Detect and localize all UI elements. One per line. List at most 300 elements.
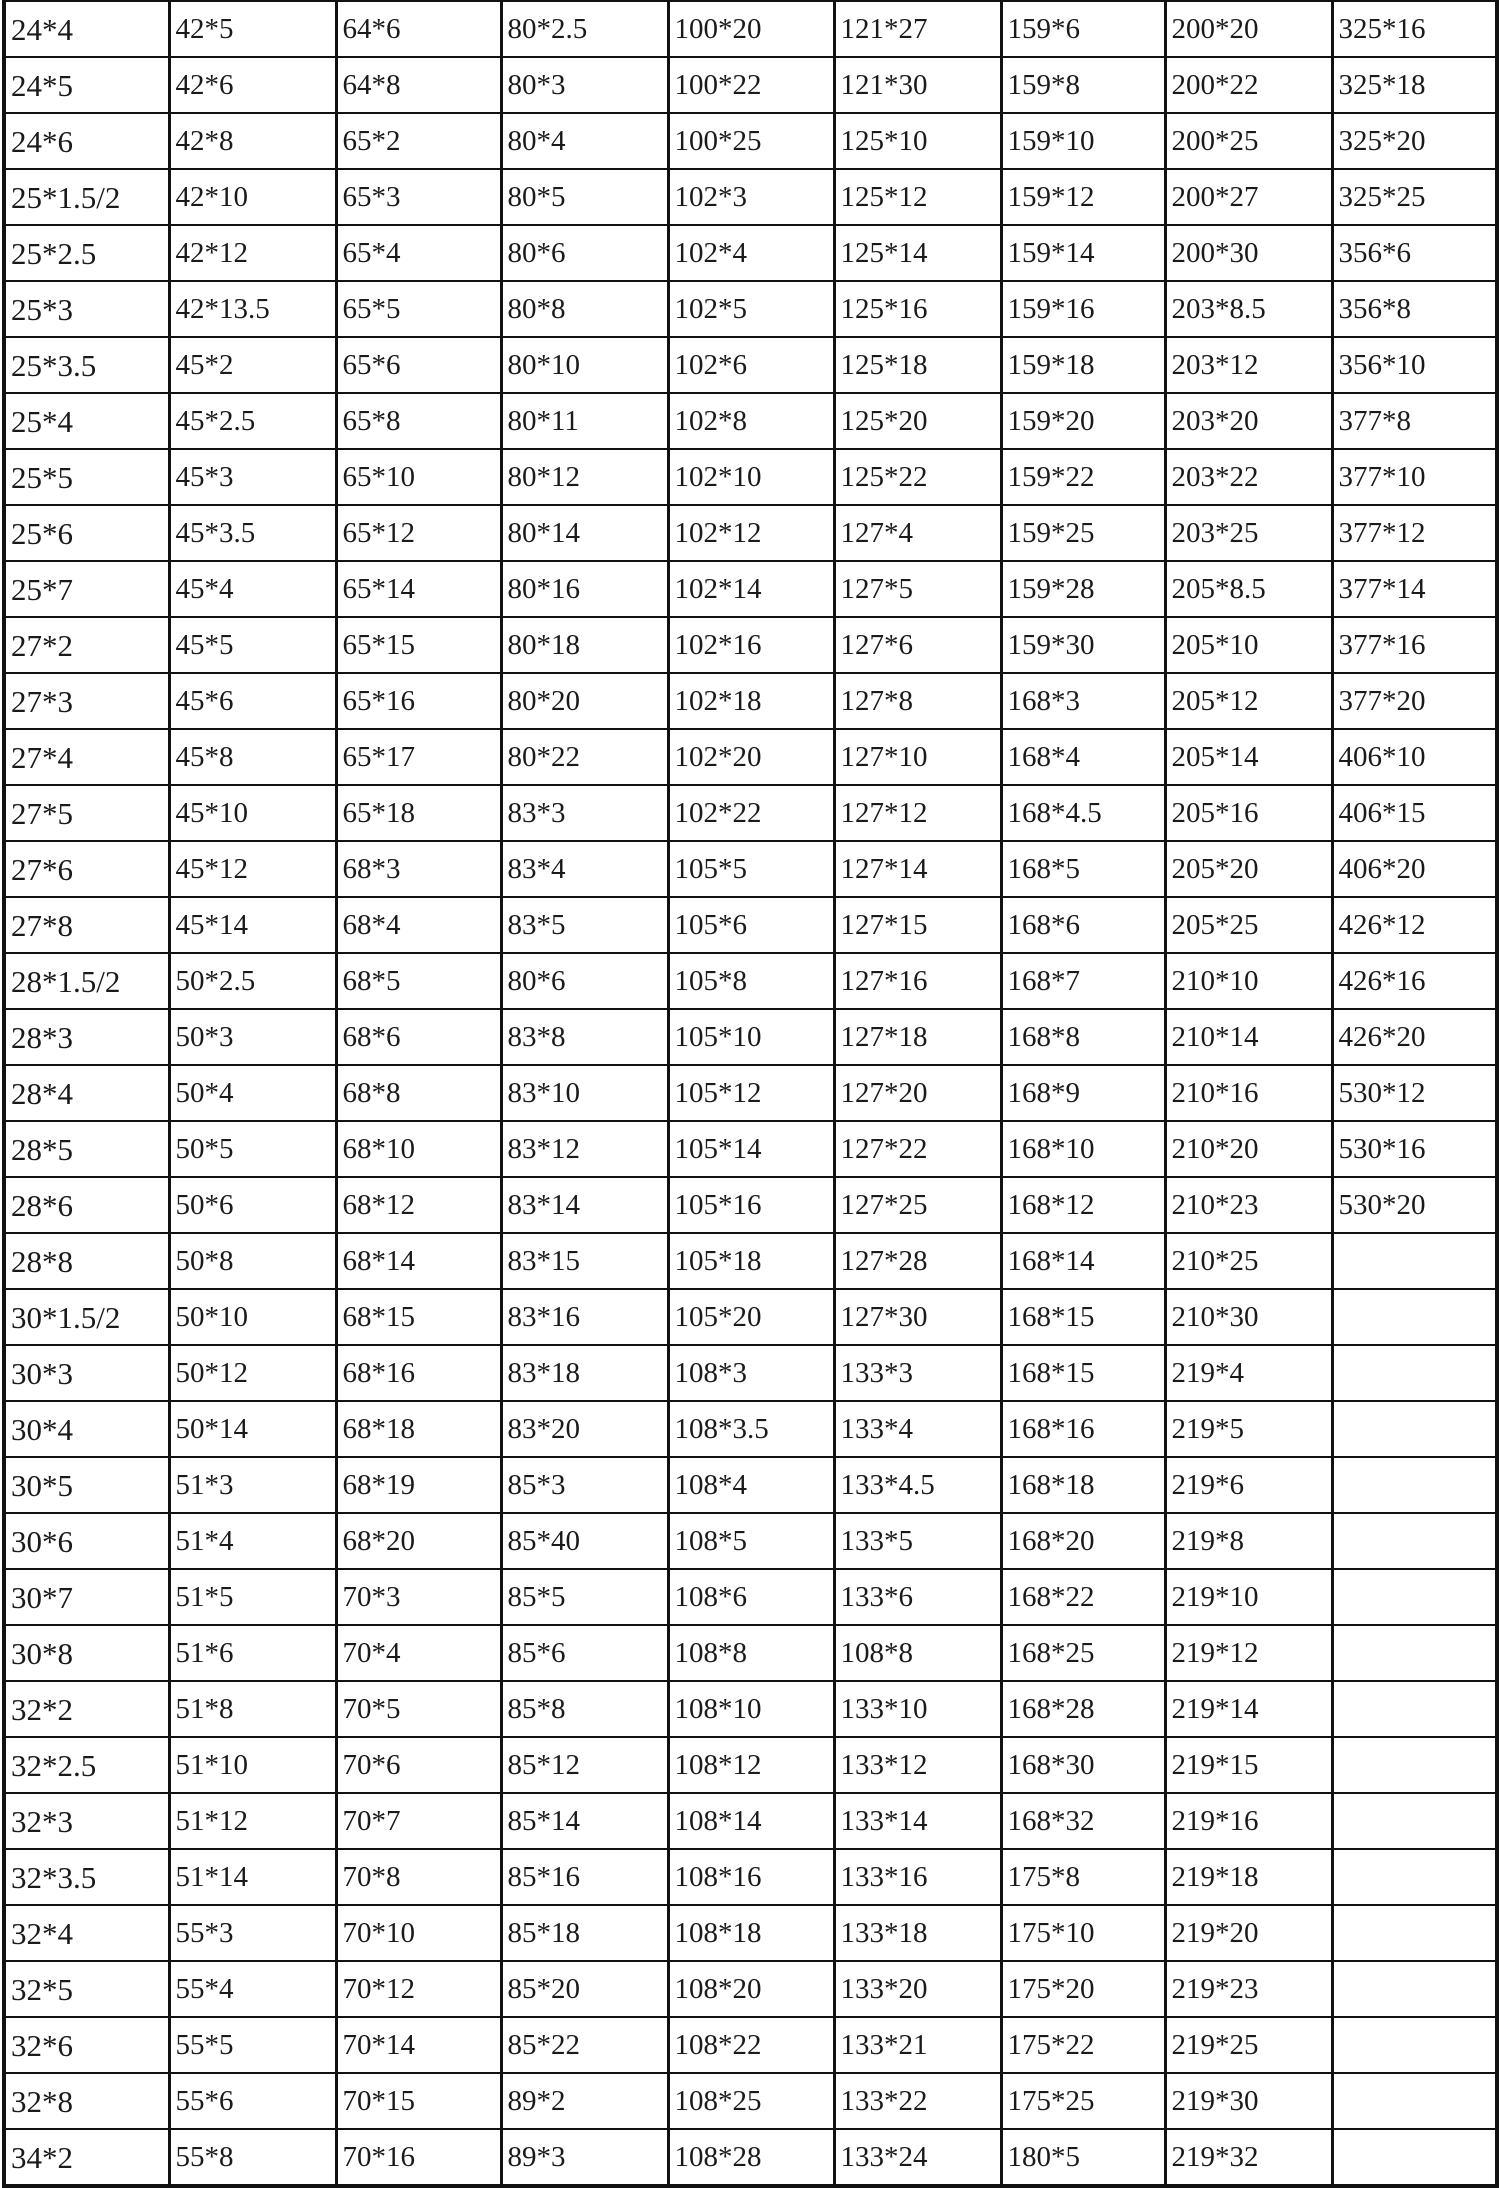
table-cell: 219*30: [1165, 2073, 1332, 2129]
table-cell: 102*5: [668, 281, 834, 337]
table-cell: 51*12: [169, 1793, 336, 1849]
table-cell: 51*8: [169, 1681, 336, 1737]
table-cell: 205*10: [1165, 617, 1332, 673]
table-cell: 426*12: [1332, 897, 1497, 953]
table-cell: 127*10: [834, 729, 1001, 785]
table-cell: 68*14: [336, 1233, 501, 1289]
table-cell: 83*15: [501, 1233, 668, 1289]
table-cell: 168*22: [1001, 1569, 1165, 1625]
table-cell: 105*14: [668, 1121, 834, 1177]
table-cell: 175*10: [1001, 1905, 1165, 1961]
table-cell: 80*10: [501, 337, 668, 393]
table-cell: 168*8: [1001, 1009, 1165, 1065]
table-cell: 168*20: [1001, 1513, 1165, 1569]
table-row: [4, 1737, 1497, 1793]
table-cell: 426*16: [1332, 953, 1497, 1009]
table-row: [4, 729, 1497, 785]
table-cell: 68*20: [336, 1513, 501, 1569]
table-cell: 200*20: [1165, 1, 1332, 57]
table-row: [4, 449, 1497, 505]
table-cell: 85*22: [501, 2017, 668, 2073]
table-cell: 51*10: [169, 1737, 336, 1793]
table-cell: 168*9: [1001, 1065, 1165, 1121]
table-row: [4, 2073, 1497, 2129]
table-cell: 70*14: [336, 2017, 501, 2073]
table-cell: 30*6: [4, 1513, 169, 1569]
table-cell: 406*15: [1332, 785, 1497, 841]
table-cell: 210*30: [1165, 1289, 1332, 1345]
table-cell: 83*20: [501, 1401, 668, 1457]
table-cell: [1332, 1625, 1497, 1681]
table-cell: 55*3: [169, 1905, 336, 1961]
table-cell: 133*24: [834, 2129, 1001, 2186]
table-cell: 108*22: [668, 2017, 834, 2073]
table-cell: 168*4.5: [1001, 785, 1165, 841]
table-cell: 85*5: [501, 1569, 668, 1625]
table-cell: 159*12: [1001, 169, 1165, 225]
table-cell: 127*12: [834, 785, 1001, 841]
table-cell: 127*4: [834, 505, 1001, 561]
table-row: [4, 1289, 1497, 1345]
table-cell: 80*20: [501, 673, 668, 729]
table-row: [4, 1625, 1497, 1681]
table-cell: 45*6: [169, 673, 336, 729]
table-cell: 105*20: [668, 1289, 834, 1345]
table-cell: 50*4: [169, 1065, 336, 1121]
table-cell: 45*8: [169, 729, 336, 785]
table-cell: 50*14: [169, 1401, 336, 1457]
table-cell: 127*16: [834, 953, 1001, 1009]
table-cell: 89*2: [501, 2073, 668, 2129]
table-cell: 159*10: [1001, 113, 1165, 169]
table-cell: 70*16: [336, 2129, 501, 2186]
table-cell: 30*5: [4, 1457, 169, 1513]
table-cell: 42*13.5: [169, 281, 336, 337]
table-cell: 325*18: [1332, 57, 1497, 113]
table-row: [4, 1569, 1497, 1625]
table-cell: 25*4: [4, 393, 169, 449]
table-row: [4, 841, 1497, 897]
table-cell: 133*16: [834, 1849, 1001, 1905]
table-cell: 80*3: [501, 57, 668, 113]
table-cell: 83*12: [501, 1121, 668, 1177]
table-cell: 55*4: [169, 1961, 336, 2017]
table-cell: 30*7: [4, 1569, 169, 1625]
table-cell: 80*8: [501, 281, 668, 337]
table-cell: 127*8: [834, 673, 1001, 729]
table-cell: 102*14: [668, 561, 834, 617]
table-cell: 159*16: [1001, 281, 1165, 337]
table-cell: 133*4.5: [834, 1457, 1001, 1513]
table-row: [4, 673, 1497, 729]
table-cell: 50*5: [169, 1121, 336, 1177]
table-cell: 133*22: [834, 2073, 1001, 2129]
table-cell: 168*4: [1001, 729, 1165, 785]
table-cell: 45*2.5: [169, 393, 336, 449]
table-cell: 133*20: [834, 1961, 1001, 2017]
table-cell: 203*8.5: [1165, 281, 1332, 337]
table-cell: 25*3.5: [4, 337, 169, 393]
table-cell: 108*8: [668, 1625, 834, 1681]
table-cell: 32*6: [4, 2017, 169, 2073]
table-cell: 45*2: [169, 337, 336, 393]
table-cell: 105*18: [668, 1233, 834, 1289]
table-cell: 203*22: [1165, 449, 1332, 505]
table-cell: 65*16: [336, 673, 501, 729]
table-cell: 85*12: [501, 1737, 668, 1793]
table-cell: 65*10: [336, 449, 501, 505]
table-cell: 65*4: [336, 225, 501, 281]
table-cell: 89*3: [501, 2129, 668, 2186]
table-cell: 28*3: [4, 1009, 169, 1065]
table-cell: 133*3: [834, 1345, 1001, 1401]
table-cell: 68*16: [336, 1345, 501, 1401]
table-cell: [1332, 1849, 1497, 1905]
table-row: [4, 1513, 1497, 1569]
table-cell: 105*6: [668, 897, 834, 953]
table-cell: 159*8: [1001, 57, 1165, 113]
table-cell: 25*2.5: [4, 225, 169, 281]
table-cell: 325*16: [1332, 1, 1497, 57]
table-cell: 85*20: [501, 1961, 668, 2017]
table-cell: 133*21: [834, 2017, 1001, 2073]
table-cell: 80*12: [501, 449, 668, 505]
table-cell: 121*27: [834, 1, 1001, 57]
table-cell: 210*10: [1165, 953, 1332, 1009]
table-row: [4, 897, 1497, 953]
table-cell: [1332, 1737, 1497, 1793]
table-cell: 219*32: [1165, 2129, 1332, 2186]
table-cell: 83*14: [501, 1177, 668, 1233]
table-cell: 27*3: [4, 673, 169, 729]
table-cell: 24*6: [4, 113, 169, 169]
table-cell: 205*25: [1165, 897, 1332, 953]
table-cell: 80*16: [501, 561, 668, 617]
table-cell: 168*15: [1001, 1289, 1165, 1345]
table-cell: 83*18: [501, 1345, 668, 1401]
table-cell: 108*20: [668, 1961, 834, 2017]
table-cell: 83*10: [501, 1065, 668, 1121]
table-cell: 70*8: [336, 1849, 501, 1905]
table-cell: 356*6: [1332, 225, 1497, 281]
table-cell: 102*22: [668, 785, 834, 841]
table-cell: 325*20: [1332, 113, 1497, 169]
table-cell: 127*20: [834, 1065, 1001, 1121]
table-cell: 168*25: [1001, 1625, 1165, 1681]
table-row: [4, 561, 1497, 617]
table-cell: 25*7: [4, 561, 169, 617]
table-cell: 80*4: [501, 113, 668, 169]
table-row: [4, 225, 1497, 281]
table-cell: 30*3: [4, 1345, 169, 1401]
table-cell: 85*6: [501, 1625, 668, 1681]
table-cell: 159*22: [1001, 449, 1165, 505]
table-cell: 108*16: [668, 1849, 834, 1905]
table-cell: 65*6: [336, 337, 501, 393]
table-cell: 205*20: [1165, 841, 1332, 897]
table-cell: 105*10: [668, 1009, 834, 1065]
table-row: [4, 1401, 1497, 1457]
table-cell: 80*6: [501, 225, 668, 281]
table-cell: 377*8: [1332, 393, 1497, 449]
table-cell: 203*12: [1165, 337, 1332, 393]
table-cell: 68*18: [336, 1401, 501, 1457]
table-cell: 85*40: [501, 1513, 668, 1569]
table-row: [4, 1121, 1497, 1177]
table-cell: 65*18: [336, 785, 501, 841]
table-cell: 65*17: [336, 729, 501, 785]
table-cell: 64*6: [336, 1, 501, 57]
table-cell: 32*5: [4, 1961, 169, 2017]
table-cell: 83*4: [501, 841, 668, 897]
table-cell: 50*6: [169, 1177, 336, 1233]
table-body: [4, 0, 1497, 2186]
table-cell: 65*3: [336, 169, 501, 225]
table-cell: 25*3: [4, 281, 169, 337]
table-row: [4, 1233, 1497, 1289]
table-cell: 68*15: [336, 1289, 501, 1345]
table-cell: 406*20: [1332, 841, 1497, 897]
table-cell: 108*14: [668, 1793, 834, 1849]
table-cell: 55*5: [169, 2017, 336, 2073]
table-cell: 68*4: [336, 897, 501, 953]
table-cell: 45*4: [169, 561, 336, 617]
table-cell: 125*22: [834, 449, 1001, 505]
table-cell: 70*10: [336, 1905, 501, 1961]
table-cell: 80*11: [501, 393, 668, 449]
table-cell: 32*3.5: [4, 1849, 169, 1905]
table-cell: 219*8: [1165, 1513, 1332, 1569]
table-cell: 159*6: [1001, 1, 1165, 57]
table-cell: 45*3.5: [169, 505, 336, 561]
table-cell: 102*16: [668, 617, 834, 673]
table-cell: 426*20: [1332, 1009, 1497, 1065]
table-cell: 205*12: [1165, 673, 1332, 729]
table-cell: 102*6: [668, 337, 834, 393]
table-cell: 200*25: [1165, 113, 1332, 169]
table-cell: 133*12: [834, 1737, 1001, 1793]
table-cell: 68*3: [336, 841, 501, 897]
table-cell: 127*28: [834, 1233, 1001, 1289]
table-cell: 168*10: [1001, 1121, 1165, 1177]
table-cell: 102*18: [668, 673, 834, 729]
table-cell: 80*6: [501, 953, 668, 1009]
table-row: [4, 617, 1497, 673]
table-cell: 530*20: [1332, 1177, 1497, 1233]
table-cell: 108*3: [668, 1345, 834, 1401]
table-cell: 102*10: [668, 449, 834, 505]
table-cell: 85*18: [501, 1905, 668, 1961]
table-cell: 168*15: [1001, 1345, 1165, 1401]
table-cell: 219*25: [1165, 2017, 1332, 2073]
table-cell: 45*10: [169, 785, 336, 841]
table-cell: 45*3: [169, 449, 336, 505]
table-cell: 125*20: [834, 393, 1001, 449]
table-row: [4, 113, 1497, 169]
table-cell: 219*15: [1165, 1737, 1332, 1793]
table-cell: 68*5: [336, 953, 501, 1009]
table-cell: 168*7: [1001, 953, 1165, 1009]
table-cell: 45*14: [169, 897, 336, 953]
table-cell: 168*12: [1001, 1177, 1165, 1233]
table-cell: 203*20: [1165, 393, 1332, 449]
pipe-size-table: [2, 0, 1499, 2188]
table-cell: 168*3: [1001, 673, 1165, 729]
table-row: [4, 1345, 1497, 1401]
table-cell: 68*10: [336, 1121, 501, 1177]
table-cell: [1332, 2073, 1497, 2129]
table-cell: 50*12: [169, 1345, 336, 1401]
table-cell: 168*30: [1001, 1737, 1165, 1793]
table-row: [4, 393, 1497, 449]
table-cell: 25*1.5/2: [4, 169, 169, 225]
table-cell: 24*5: [4, 57, 169, 113]
table-row: [4, 1065, 1497, 1121]
table-cell: 70*4: [336, 1625, 501, 1681]
table-cell: 51*6: [169, 1625, 336, 1681]
table-cell: 50*10: [169, 1289, 336, 1345]
table-cell: 210*23: [1165, 1177, 1332, 1233]
table-cell: 406*10: [1332, 729, 1497, 785]
table-row: [4, 337, 1497, 393]
table-cell: [1332, 2129, 1497, 2186]
table-cell: 102*12: [668, 505, 834, 561]
table-cell: 68*6: [336, 1009, 501, 1065]
table-cell: 210*16: [1165, 1065, 1332, 1121]
table-cell: 50*8: [169, 1233, 336, 1289]
table-cell: 80*22: [501, 729, 668, 785]
table-cell: 203*25: [1165, 505, 1332, 561]
table-cell: 102*20: [668, 729, 834, 785]
table-cell: 100*20: [668, 1, 834, 57]
table-cell: 108*3.5: [668, 1401, 834, 1457]
table-cell: 80*5: [501, 169, 668, 225]
table-cell: 105*12: [668, 1065, 834, 1121]
table-cell: 51*14: [169, 1849, 336, 1905]
table-cell: 530*16: [1332, 1121, 1497, 1177]
table-cell: 68*8: [336, 1065, 501, 1121]
table-cell: 85*14: [501, 1793, 668, 1849]
table-cell: 125*14: [834, 225, 1001, 281]
table-cell: 121*30: [834, 57, 1001, 113]
table-cell: 102*4: [668, 225, 834, 281]
table-cell: 108*10: [668, 1681, 834, 1737]
table-cell: 85*3: [501, 1457, 668, 1513]
table-cell: 30*8: [4, 1625, 169, 1681]
table-cell: 65*15: [336, 617, 501, 673]
table-cell: 219*10: [1165, 1569, 1332, 1625]
table-cell: 159*25: [1001, 505, 1165, 561]
table-cell: 102*8: [668, 393, 834, 449]
table-cell: 28*6: [4, 1177, 169, 1233]
table-cell: 42*12: [169, 225, 336, 281]
table-cell: [1332, 1233, 1497, 1289]
table-cell: 133*14: [834, 1793, 1001, 1849]
table-cell: 108*12: [668, 1737, 834, 1793]
table-cell: 377*14: [1332, 561, 1497, 617]
table-cell: 108*28: [668, 2129, 834, 2186]
table-cell: 51*4: [169, 1513, 336, 1569]
table-cell: 127*30: [834, 1289, 1001, 1345]
table-cell: 83*5: [501, 897, 668, 953]
table-cell: 108*18: [668, 1905, 834, 1961]
table-cell: 80*14: [501, 505, 668, 561]
table-cell: 83*16: [501, 1289, 668, 1345]
table-cell: 32*2: [4, 1681, 169, 1737]
table-cell: 219*4: [1165, 1345, 1332, 1401]
table-cell: 32*8: [4, 2073, 169, 2129]
table-cell: 127*15: [834, 897, 1001, 953]
table-row: [4, 1, 1497, 57]
table-cell: 55*6: [169, 2073, 336, 2129]
table-cell: [1332, 1569, 1497, 1625]
table-cell: 42*5: [169, 1, 336, 57]
table-cell: 50*2.5: [169, 953, 336, 1009]
table-cell: 356*10: [1332, 337, 1497, 393]
table-cell: 159*14: [1001, 225, 1165, 281]
table-cell: 108*5: [668, 1513, 834, 1569]
table-cell: 133*4: [834, 1401, 1001, 1457]
table-cell: 168*18: [1001, 1457, 1165, 1513]
table-cell: 83*3: [501, 785, 668, 841]
table-cell: 210*25: [1165, 1233, 1332, 1289]
table-cell: 25*6: [4, 505, 169, 561]
table-cell: 127*25: [834, 1177, 1001, 1233]
table-cell: 25*5: [4, 449, 169, 505]
table-cell: 27*2: [4, 617, 169, 673]
table-cell: 70*3: [336, 1569, 501, 1625]
table-cell: [1332, 1289, 1497, 1345]
table-cell: 85*8: [501, 1681, 668, 1737]
table-row: [4, 1793, 1497, 1849]
table-cell: 28*4: [4, 1065, 169, 1121]
table-cell: 175*25: [1001, 2073, 1165, 2129]
table-cell: 32*2.5: [4, 1737, 169, 1793]
table-cell: 68*19: [336, 1457, 501, 1513]
table-cell: 105*5: [668, 841, 834, 897]
table-cell: 377*10: [1332, 449, 1497, 505]
table-cell: 205*8.5: [1165, 561, 1332, 617]
table-cell: 219*16: [1165, 1793, 1332, 1849]
table-cell: 70*5: [336, 1681, 501, 1737]
table-cell: [1332, 1401, 1497, 1457]
table-cell: 27*8: [4, 897, 169, 953]
table-cell: 127*18: [834, 1009, 1001, 1065]
table-cell: 70*12: [336, 1961, 501, 2017]
table-cell: 159*30: [1001, 617, 1165, 673]
table-cell: 45*5: [169, 617, 336, 673]
table-cell: 105*8: [668, 953, 834, 1009]
table-cell: [1332, 1513, 1497, 1569]
table-cell: 50*3: [169, 1009, 336, 1065]
table-cell: 24*4: [4, 1, 169, 57]
table-cell: 68*12: [336, 1177, 501, 1233]
table-row: [4, 1681, 1497, 1737]
table-cell: 180*5: [1001, 2129, 1165, 2186]
table-row: [4, 1961, 1497, 2017]
table-row: [4, 2129, 1497, 2186]
table-cell: 168*16: [1001, 1401, 1165, 1457]
table-cell: [1332, 1681, 1497, 1737]
table-cell: 80*2.5: [501, 1, 668, 57]
table-row: [4, 953, 1497, 1009]
table-cell: 377*16: [1332, 617, 1497, 673]
table-cell: 30*1.5/2: [4, 1289, 169, 1345]
table-cell: [1332, 2017, 1497, 2073]
table-cell: 51*3: [169, 1457, 336, 1513]
table-cell: 159*20: [1001, 393, 1165, 449]
table-row: [4, 1849, 1497, 1905]
